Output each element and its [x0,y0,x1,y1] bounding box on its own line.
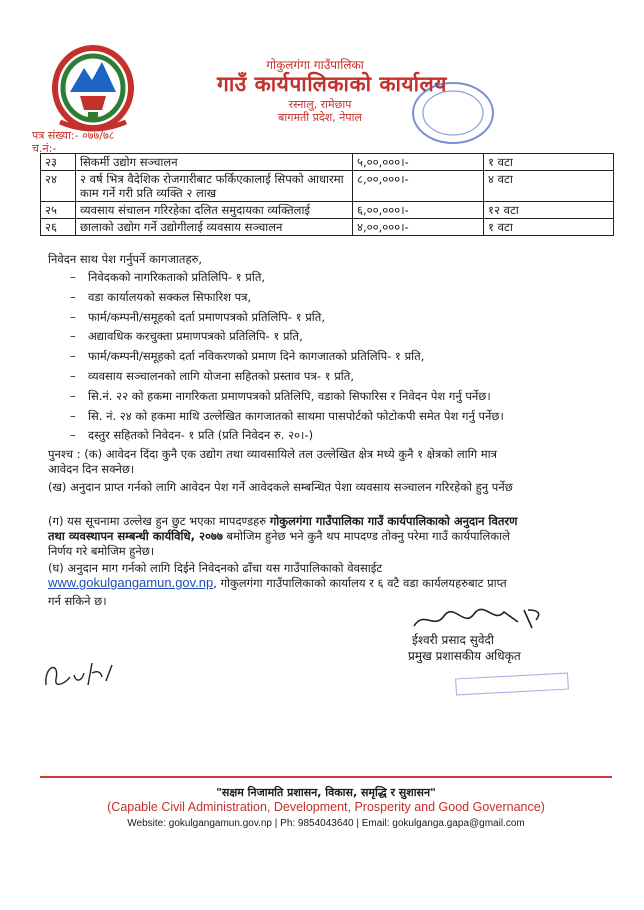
row-count: १ वटा [484,219,614,236]
note-gha-line1: (घ) अनुदान माग गर्नको लागि दिईने निवेदनको ढाँचा यस गाउँपालिकाको वेवसाईट [48,561,383,575]
doc-text: अद्यावधिक करचुक्ता प्रमाणपत्रको प्रतिलिपि- १ प्रति, [88,329,303,344]
table-row [41,219,614,236]
row-amount: ८,००,०००।- [353,171,484,202]
note-ga-text: (ग) यस सूचनामा उल्लेख हुन छुट भएका मापदण्डहरु [48,514,270,528]
row-count: १ वटा [484,154,614,171]
note-kha: (ख) अनुदान प्राप्त गर्नको लागि आवेदन पेश गर्ने आवेदकले सम्बन्धित पेशा व्यवसाय सञ्चालन गरिरहेको हुनु पर्नेछ [48,480,513,494]
table-row [41,154,614,171]
list-item: – अद्यावधिक करचुक्ता प्रमाणपत्रको प्रतिलिपि- १ प्रति, [70,329,303,344]
docs-intro: निवेदन साथ पेश गर्नुपर्ने कागजातहरु, [48,252,203,266]
letter-number: पत्र संख्या:- ०७७/७८ [32,129,115,142]
doc-text: व्यवसाय सञ्चालनको लागि योजना सहितको प्रस्ताव पत्र- १ प्रति, [88,368,354,383]
list-item: – वडा कार्यालयको सक्कल सिफारिश पत्र, [70,289,252,304]
doc-text: निवेदकको नागरिकताको प्रतिलिपि- १ प्रति, [88,270,266,284]
list-item: – फार्म/कम्पनी/समूहको दर्ता प्रमाणपत्रको प्रतिलिपि- १ प्रति, [70,309,325,324]
table-row [41,202,614,219]
note-ga-bold: गोकुलगंगा गाउँपालिका गाउँ कार्यपालिकाको अनुदान वितरण [269,514,518,528]
row-serial: २५ [41,202,76,219]
note-ga-line2 [48,529,510,543]
note-gha-text: , गोकुलगंगा गाउँपालिकाको कार्यालय र ६ वटै वडा कार्यलयहरुबाट प्राप्त [213,576,507,590]
signatory-name: ईश्वरी प्रसाद सुवेदी [412,633,494,647]
doc-text: वडा कार्यालयको सक्कल सिफारिश पत्र, [88,289,252,304]
note-ga-line3: निर्णय गरे बमोजिम हुनेछ। [48,544,155,558]
doc-text: सि.नं. २२ को हकमा नागरिकता प्रमाणपत्रको प्रतिलिपि, वडाको सिफारिस र निवेदन पेश गर्नु पर्नेछ। [88,388,491,403]
list-item: – सि.नं. २२ को हकमा नागरिकता प्रमाणपत्रको प्रतिलिपि, वडाको सिफारिस र निवेदन पेश गर्नु पर्नेछ। [70,388,491,403]
row-description: २ वर्ष भित्र वैदेशिक रोजगारीबाट फर्किएकालाई सिपको आधारमा काम गर्ने गरी प्रति व्यक्ति २ लाख [76,171,353,202]
footer-motto-english: (Capable Civil Administration, Development, Prosperity and Good Governance) [107,800,545,814]
footer-divider [40,776,612,778]
signature-scribble-icon [400,604,550,634]
row-description: सिकर्मी उद्योग सञ्चालन [76,154,353,171]
docs-list [70,268,504,446]
list-item: – सि. नं. २४ को हकमा माथि उल्लेखित कागजातको साथमा पासपोर्टको फोटोकपी समेत पेश गर्नु पर्नेछ। [70,408,504,423]
designation-stamp-icon [452,672,572,696]
list-item: – व्यवसाय सञ्चालनको लागि योजना सहितको प्रस्ताव पत्र- १ प्रति, [70,368,354,383]
note-ka-line2: आवेदन दिन सक्नेछ। [48,462,135,476]
table-row [41,171,614,202]
note-gha-line3: गर्न सकिने छ। [48,594,107,608]
note-ga-line1 [48,514,517,528]
row-count: १२ वटा [484,202,614,219]
address-line-1: रस्नालु, रामेछाप [288,98,352,111]
note-ga-text: बमोजिम हुनेछ भने कुनै थप मापदण्ड तोक्नु परेमा गाउँ कार्यपालिकाले [222,529,510,543]
office-title: गाउँ कार्यपालिकाको कार्यालय [217,72,447,96]
list-item: – दस्तुर सहितको निवेदन- १ प्रति (प्रति निवेदन रु. २०।-) [70,428,314,443]
address-line-2: बागमती प्रदेश, नेपाल [278,111,362,124]
office-stamp-icon [408,78,498,148]
signatory-title: प्रमुख प्रशासकीय अधिकृत [408,649,521,663]
row-amount: ४,००,०००।- [353,219,484,236]
dispatch-number: च.नं:- [32,142,57,155]
row-description: व्यवसाय संचालन गरिरहेका दलित समुदायका व्यक्तिलाई [76,202,353,219]
row-amount: ६,००,०००।- [353,202,484,219]
footer-motto: "सक्षम निजामति प्रशासन, विकास, समृद्धि र सुशासन" [216,786,436,799]
doc-text: दस्तुर सहितको निवेदन- १ प्रति (प्रति निवेदन रु. २०।-) [88,428,314,443]
doc-text: फार्म/कम्पनी/समूहको दर्ता प्रमाणपत्रको प्रतिलिपि- १ प्रति, [88,309,325,324]
note-ka-line1: पुनश्च : (क) आवेदन दिंदा कुनै एक उद्योग तथा व्यावसायिले तल उल्लेखित क्षेत्र मध्ये कुनै १ क्षेत्रको लागि मात्र [48,447,497,461]
row-serial: २४ [41,171,76,202]
doc-text: फार्म/कम्पनी/समूहको दर्ता नविकरणको प्रमाण दिने कागजातको प्रतिलिपि- १ प्रति, [88,349,425,364]
municipality-name: गोकुलगंगा गाउँपालिका [266,58,364,72]
website-link[interactable]: www.gokulgangamun.gov.np [48,575,214,590]
list-item: – फार्म/कम्पनी/समूहको दर्ता नविकरणको प्रमाण दिने कागजातको प्रतिलिपि- १ प्रति, [70,349,425,364]
row-serial: २३ [41,154,76,171]
row-count: ४ वटा [484,171,614,202]
nepal-emblem-icon [52,44,134,132]
initials-scribble-icon [40,655,120,695]
grant-items-table [40,153,614,236]
footer-contact: Website: gokulgangamun.gov.np | Ph: 9854043640 | Email: gokulganga.gapa@gmail.com [127,818,525,829]
doc-text: सि. नं. २४ को हकमा माथि उल्लेखित कागजातको साथमा पासपोर्टको फोटोकपी समेत पेश गर्नु पर्नेछ। [88,408,504,423]
note-ga-bold: तथा व्यवस्थापन सम्बन्धी कार्यविधि, २०७७ [48,529,223,543]
row-amount: ५,००,०००।- [353,154,484,171]
row-description: छालाको उद्योग गर्ने उद्योगीलाई व्यवसाय सञ्चालन [76,219,353,236]
note-gha-line2 [48,576,507,590]
list-item: – निवेदकको नागरिकताको प्रतिलिपि- १ प्रति, [70,270,266,284]
row-serial: २६ [41,219,76,236]
